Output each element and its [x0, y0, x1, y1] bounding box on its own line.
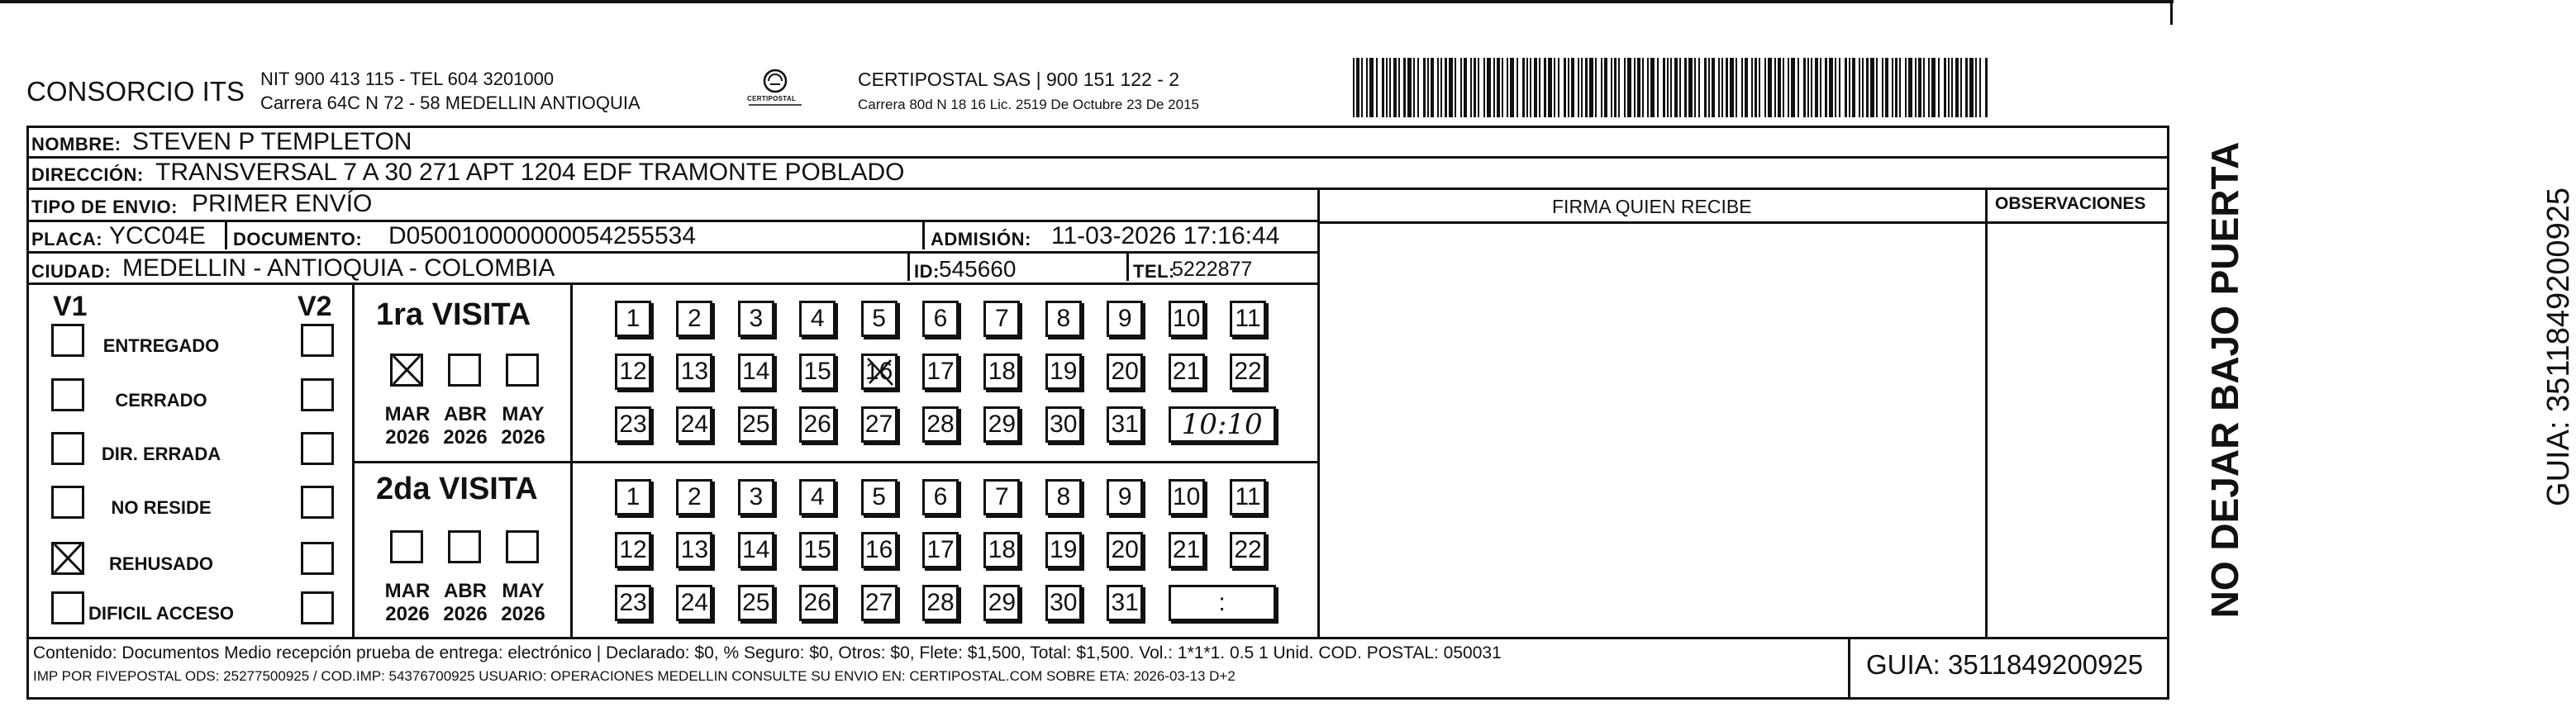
visit1-day-18[interactable]: 18	[983, 354, 1020, 390]
barcode-bar	[1839, 58, 1840, 117]
visit1-day-9[interactable]: 9	[1107, 301, 1143, 337]
month-name: MAY	[502, 580, 545, 602]
barcode-bar	[1721, 58, 1723, 117]
visit1-day-3[interactable]: 3	[738, 301, 774, 337]
barcode-bar	[1905, 58, 1907, 117]
barcode-bar	[1417, 58, 1419, 117]
visit1-day-25[interactable]: 25	[738, 406, 774, 443]
visit2-day-11[interactable]: 11	[1230, 479, 1266, 515]
barcode-bar	[1366, 58, 1368, 117]
barcode-bar	[1815, 58, 1818, 117]
firma-header: FIRMA QUIEN RECIBE	[1552, 196, 1752, 217]
barcode-bar	[1455, 58, 1456, 117]
barcode-bar	[1882, 58, 1883, 117]
visit1-day-19[interactable]: 19	[1045, 354, 1082, 390]
barcode-bar	[1788, 58, 1789, 117]
barcode-bar	[1437, 58, 1439, 117]
carrier-logo-icon	[734, 66, 817, 112]
barcode-bar	[1741, 58, 1743, 117]
footer-guia-divider	[1848, 637, 1850, 699]
carrier-logo-text: CERTIPOSTAL	[747, 95, 797, 102]
barcode-bar	[1944, 58, 1946, 117]
visit1-month-checkbox[interactable]	[448, 354, 481, 387]
visit1-day-31[interactable]: 31	[1107, 406, 1143, 443]
nombre-value: STEVEN P TEMPLETON	[132, 128, 412, 155]
visit2-month-checkbox[interactable]	[390, 530, 423, 563]
documento-value: D050010000000054255534	[388, 222, 697, 249]
visit2-day-4[interactable]: 4	[799, 479, 836, 515]
month-name: MAY	[502, 403, 545, 425]
barcode-bar	[1389, 58, 1391, 117]
barcode-bar	[1614, 58, 1617, 117]
barcode-bar	[1611, 58, 1612, 117]
visit1-day-10[interactable]: 10	[1169, 301, 1205, 337]
visit2-day-27[interactable]: 27	[861, 585, 898, 621]
barcode-bar	[1718, 58, 1720, 117]
barcode-bar	[1849, 58, 1850, 117]
sender-nit: NIT 900 413 115 - TEL 604 3201000	[260, 69, 555, 89]
barcode-bar	[1670, 58, 1672, 117]
footer-line-2: IMP POR FIVEPOSTAL ODS: 25277500925 / COD.IMP: 54376700925 USUARIO: OPERACIONES MEDELLIN CONSULTE SU ENVIO EN: CERTIPOSTAL.COM SOBRE ETA: 2026-03-13 D+2	[33, 668, 1236, 684]
ciudad-label: CIUDAD:	[31, 261, 112, 282]
status-v2-checkbox[interactable]	[301, 432, 334, 465]
row-line-4	[26, 251, 1318, 254]
firma-left-line	[1317, 187, 1320, 637]
visit1-day-4[interactable]: 4	[799, 301, 836, 337]
barcode-bar	[1445, 58, 1447, 117]
visit2-month-checkbox[interactable]	[506, 530, 539, 563]
visit1-day-23[interactable]: 23	[615, 406, 651, 443]
row-line-5	[26, 282, 1318, 285]
barcode-bar	[1745, 58, 1748, 117]
barcode-bar	[1361, 58, 1363, 117]
barcode-bar	[1938, 58, 1940, 117]
month-name: MAR	[384, 580, 431, 602]
footer-guia: GUIA: 3511849200925	[1866, 649, 2144, 680]
barcode-bar	[1820, 58, 1821, 117]
visit2-day-3[interactable]: 3	[738, 479, 774, 515]
barcode-bar	[1708, 58, 1710, 117]
barcode-bar	[1539, 58, 1540, 117]
barcode-bar	[1684, 58, 1687, 117]
barcode-bar	[1679, 58, 1681, 117]
visit1-title: 1ra VISITA	[376, 297, 531, 332]
barcode-bar	[1764, 58, 1766, 117]
visit2-day-5[interactable]: 5	[861, 479, 898, 515]
visit2-day-19[interactable]: 19	[1045, 532, 1082, 568]
barcode-bar	[1885, 58, 1888, 117]
barcode-bar	[1431, 58, 1434, 117]
carrier-name: CERTIPOSTAL SAS | 900 151 122 - 2	[858, 69, 1180, 90]
month-year: 2026	[443, 602, 488, 625]
barcode-bar	[1376, 58, 1378, 117]
barcode-bar	[1564, 58, 1566, 117]
visit2-day-30[interactable]: 30	[1045, 585, 1082, 621]
barcode-bar	[1908, 58, 1912, 117]
visit2-day-6[interactable]: 6	[922, 479, 959, 515]
barcode-bar	[1497, 58, 1500, 117]
barcode-bar	[1899, 58, 1901, 117]
month-year: 2026	[385, 602, 430, 625]
visit2-day-12[interactable]: 12	[615, 532, 651, 568]
barcode-bar	[1624, 58, 1626, 117]
barcode-bar	[1852, 58, 1855, 117]
barcode-bar	[1474, 58, 1476, 117]
id-divider	[907, 253, 910, 281]
status-label: ENTREGADO	[102, 335, 220, 356]
barcode-bar	[1931, 58, 1936, 117]
barcode-bar	[1464, 58, 1467, 117]
direccion-label: DIRECCIÓN:	[31, 164, 144, 185]
visit2-day-16[interactable]: 16	[861, 532, 898, 568]
visit1-month-label	[436, 403, 494, 449]
barcode-bar	[1712, 58, 1715, 117]
barcode-bar	[1487, 58, 1491, 117]
visit1-day-17[interactable]: 17	[922, 354, 959, 390]
visit2-day-18[interactable]: 18	[983, 532, 1020, 568]
visit2-day-9[interactable]: 9	[1107, 479, 1143, 515]
barcode-bar	[1985, 58, 1988, 117]
visit1-day-11[interactable]: 11	[1230, 301, 1266, 337]
status-right-line	[352, 282, 355, 637]
form-right-line	[2167, 126, 2169, 699]
visit2-title: 2da VISITA	[376, 472, 538, 506]
status-label: REHUSADO	[109, 553, 213, 574]
visit1-time-field[interactable]: 10:10	[1169, 406, 1276, 443]
observaciones-left-line	[1985, 187, 1988, 637]
visit1-day-7[interactable]: 7	[983, 301, 1020, 337]
admision-value: 11-03-2026 17:16:44	[1051, 222, 1280, 249]
barcode-bar	[1797, 58, 1799, 117]
barcode-bar	[1517, 58, 1518, 117]
barcode-bar	[1965, 58, 1968, 117]
barcode-bar	[1892, 58, 1893, 117]
status-v2-checkbox[interactable]	[301, 542, 334, 575]
top-right-border	[2170, 0, 2173, 25]
barcode-bar	[1688, 58, 1693, 117]
top-border	[0, 0, 2174, 3]
barcode-bar	[1862, 58, 1864, 117]
barcode-bar	[1768, 58, 1772, 117]
visit1-month-label	[494, 403, 552, 449]
visit2-day-1[interactable]: 1	[615, 479, 651, 515]
barcode-bar	[1449, 58, 1453, 117]
barcode-bar	[1845, 58, 1847, 117]
barcode-bar	[1483, 58, 1485, 117]
visit2-day-25[interactable]: 25	[738, 585, 774, 621]
barcode-bar	[1948, 58, 1950, 117]
barcode-bar	[1759, 58, 1760, 117]
month-year: 2026	[385, 425, 430, 449]
barcode-bar	[1571, 58, 1574, 117]
barcode-bar	[1736, 58, 1737, 117]
visit1-day-27[interactable]: 27	[861, 406, 898, 443]
visit1-day-14[interactable]: 14	[738, 354, 774, 390]
barcode-bar	[1578, 58, 1579, 117]
visit2-day-10[interactable]: 10	[1169, 479, 1205, 515]
barcode-bar	[1774, 58, 1776, 117]
visit1-day-15[interactable]: 15	[799, 354, 836, 390]
ciudad-value: MEDELLIN - ANTIOQUIA - COLOMBIA	[122, 254, 555, 282]
tel-divider	[1126, 253, 1129, 281]
barcode-bar	[1811, 58, 1812, 117]
barcode-bar	[1647, 58, 1649, 117]
placa-label: PLACA:	[31, 229, 103, 249]
barcode-bar	[1493, 58, 1495, 117]
barcode-bar	[1423, 58, 1426, 117]
visit1-day-21[interactable]: 21	[1169, 354, 1205, 390]
barcode-bar	[1674, 58, 1678, 117]
barcode-bar	[1755, 58, 1757, 117]
barcode-bar	[1825, 58, 1827, 117]
barcode-bar	[1876, 58, 1878, 117]
barcode-bar	[1783, 58, 1784, 117]
barcode-bar	[1694, 58, 1696, 117]
barcode-bar	[1650, 58, 1655, 117]
barcode-bar	[1923, 58, 1925, 117]
barcode-bar	[1918, 58, 1921, 117]
placa-value: YCC04E	[109, 222, 206, 249]
visit1-day-16[interactable]: 16	[861, 354, 898, 390]
visit1-month-checkbox[interactable]	[390, 354, 423, 387]
visit1-month-label	[379, 403, 436, 449]
barcode-bar	[1510, 58, 1514, 117]
status-label: CERRADO	[115, 390, 207, 411]
barcode-bar	[1969, 58, 1974, 117]
visit2-day-2[interactable]: 2	[676, 479, 712, 515]
footer-line-1: Contenido: Documentos Medio recepción prueba de entrega: electrónico | Declarado: $0, % Seguro: $0, Otros: $0, Flete: $1,500, Total: $1,500. Vol.: 1*1*1. 0.5 1 Unid. COD. POSTAL: 050031	[33, 643, 1502, 662]
visit1-month-checkbox[interactable]	[506, 354, 539, 387]
barcode-bar	[1807, 58, 1809, 117]
barcode-bar	[1960, 58, 1962, 117]
barcode-bar	[1778, 58, 1781, 117]
visit1-day-22[interactable]: 22	[1230, 354, 1266, 390]
visit1-divider	[570, 282, 573, 637]
status-v2-checkbox[interactable]	[301, 591, 334, 624]
barcode-bar	[1634, 58, 1636, 117]
visit2-time-field[interactable]: :	[1169, 585, 1276, 621]
barcode-bar	[1915, 58, 1917, 117]
visit1-day-29[interactable]: 29	[983, 406, 1020, 443]
barcode-bar	[1427, 58, 1429, 117]
barcode-bar	[1507, 58, 1508, 117]
barcode-bar	[1829, 58, 1833, 117]
status-label: NO RESIDE	[111, 497, 212, 518]
form-bottom-line	[26, 697, 2169, 700]
observaciones-header: OBSERVACIONES	[1995, 194, 2146, 213]
visit1-day-24[interactable]: 24	[676, 406, 712, 443]
visit2-month-label	[379, 580, 436, 625]
month-year: 2026	[501, 425, 545, 449]
barcode-bar	[1407, 58, 1412, 117]
placa-divider	[225, 221, 227, 249]
month-year: 2026	[443, 425, 488, 449]
barcode-bar	[1382, 58, 1384, 117]
barcode-bar	[1353, 58, 1355, 117]
barcode-bar	[1398, 58, 1400, 117]
visit1-day-20[interactable]: 20	[1107, 354, 1143, 390]
barcode-bar	[1642, 58, 1644, 117]
visit1-day-6[interactable]: 6	[922, 301, 959, 337]
v1-header: V1	[53, 291, 88, 322]
barcode-bar	[1470, 58, 1472, 117]
visit1-day-13[interactable]: 13	[676, 354, 712, 390]
barcode-bar	[1604, 58, 1607, 117]
barcode-bar	[1955, 58, 1959, 117]
admision-divider	[922, 221, 925, 249]
barcode-bar	[1568, 58, 1569, 117]
barcode-bar	[1595, 58, 1597, 117]
month-name: ABR	[444, 580, 487, 602]
barcode-bar	[1601, 58, 1602, 117]
barcode-bar	[1803, 58, 1806, 117]
barcode-bar	[1413, 58, 1415, 117]
barcode-bar	[1627, 58, 1631, 117]
tel-value: 5222877	[1172, 258, 1253, 281]
status-v2-checkbox[interactable]	[301, 378, 334, 411]
documento-label: DOCUMENTO:	[233, 229, 363, 249]
visit1-day-5[interactable]: 5	[861, 301, 898, 337]
barcode-bar	[1726, 58, 1728, 117]
barcode-bar	[1386, 58, 1388, 117]
barcode-bar	[1751, 58, 1753, 117]
visit2-day-29[interactable]: 29	[983, 585, 1020, 621]
visit2-day-24[interactable]: 24	[676, 585, 712, 621]
visit1-day-26[interactable]: 26	[799, 406, 836, 443]
visit1-day-28[interactable]: 28	[922, 406, 959, 443]
visit2-day-21[interactable]: 21	[1169, 532, 1205, 568]
barcode-bar	[1558, 58, 1559, 117]
carrier-address: Carrera 80d N 18 16 Lic. 2519 De Octubre 23 De 2015	[858, 97, 1199, 112]
barcode-bar	[1975, 58, 1977, 117]
barcode-bar	[1698, 58, 1700, 117]
barcode-bar	[1637, 58, 1640, 117]
visit2-day-17[interactable]: 17	[922, 532, 959, 568]
barcode-bar	[1393, 58, 1397, 117]
tipo-value: PRIMER ENVÍO	[192, 190, 373, 217]
barcode-bar	[1554, 58, 1555, 117]
barcode-bar	[1530, 58, 1531, 117]
side-guia: GUIA: 3511849200925	[2540, 187, 2576, 506]
visit1-day-8[interactable]: 8	[1045, 301, 1082, 337]
id-value: 545660	[939, 256, 1017, 282]
visit1-day-1[interactable]: 1	[615, 301, 651, 337]
visit2-month-label	[436, 580, 494, 625]
barcode-bar	[1663, 58, 1665, 117]
barcode-bar	[1502, 58, 1503, 117]
barcode-bar	[1585, 58, 1588, 117]
barcode-bar	[1928, 58, 1930, 117]
visit2-day-31[interactable]: 31	[1107, 585, 1143, 621]
admision-label: ADMISIÓN:	[931, 229, 1031, 249]
side-warning: NO DEJAR BAJO PUERTA	[2203, 141, 2246, 619]
barcode-bar	[1730, 58, 1734, 117]
barcode-bar	[1704, 58, 1707, 117]
barcode-bar	[1403, 58, 1406, 117]
barcode-bar	[1870, 58, 1874, 117]
barcode-bar	[1526, 58, 1528, 117]
nombre-label: NOMBRE:	[31, 134, 121, 154]
status-v2-checkbox[interactable]	[301, 486, 334, 519]
month-year: 2026	[501, 602, 545, 625]
barcode-bar	[1979, 58, 1981, 117]
barcode-bar	[1460, 58, 1462, 117]
visit-separator	[352, 461, 1318, 463]
barcode-bar	[1618, 58, 1620, 117]
barcode-bar	[1657, 58, 1659, 117]
status-label: DIR. ERRADA	[101, 444, 221, 464]
header-line-right	[1318, 221, 2169, 224]
status-v2-checkbox[interactable]	[301, 324, 334, 357]
barcode-bar	[1866, 58, 1869, 117]
sender-address: Carrera 64C N 72 - 58 MEDELLIN ANTIOQUIA	[260, 93, 640, 113]
visit2-day-7[interactable]: 7	[983, 479, 1020, 515]
barcode-bar	[1534, 58, 1537, 117]
visit1-day-12[interactable]: 12	[615, 354, 651, 390]
tipo-label: TIPO DE ENVIO:	[31, 197, 178, 217]
day-mark	[861, 354, 898, 390]
barcode-bar	[1356, 58, 1359, 117]
direccion-value: TRANSVERSAL 7 A 30 271 APT 1204 EDF TRAMONTE POBLADO	[155, 159, 905, 186]
barcode-bar	[1895, 58, 1897, 117]
month-name: ABR	[444, 403, 487, 425]
barcode-bar	[1667, 58, 1669, 117]
visit2-day-22[interactable]: 22	[1230, 532, 1266, 568]
v2-header: V2	[298, 291, 332, 322]
barcode-bar	[1859, 58, 1860, 117]
barcode-bar	[1589, 58, 1593, 117]
barcode-bar	[1522, 58, 1525, 117]
visit2-day-20[interactable]: 20	[1107, 532, 1143, 568]
barcode-bar	[1548, 58, 1552, 117]
visit2-day-8[interactable]: 8	[1045, 479, 1082, 515]
visit2-month-checkbox[interactable]	[448, 530, 481, 563]
visit2-day-23[interactable]: 23	[615, 585, 651, 621]
barcode	[1353, 58, 2006, 117]
tel-label: TEL:	[1133, 261, 1175, 282]
status-label: DIFICIL ACCESO	[88, 603, 234, 624]
barcode-bar	[1544, 58, 1546, 117]
barcode-bar	[1369, 58, 1374, 117]
visit1-day-2[interactable]: 2	[676, 301, 712, 337]
visit2-day-28[interactable]: 28	[922, 585, 959, 621]
barcode-bar	[1791, 58, 1795, 117]
month-name: MAR	[384, 403, 431, 425]
visit2-month-label	[494, 580, 552, 625]
id-label: ID:	[914, 261, 940, 282]
visit2-day-26[interactable]: 26	[799, 585, 836, 621]
sender-name: CONSORCIO ITS	[26, 76, 245, 107]
barcode-bar	[1440, 58, 1442, 117]
visit2-day-14[interactable]: 14	[738, 532, 774, 568]
carrier-logo	[734, 66, 817, 112]
barcode-bar	[1835, 58, 1836, 117]
visit1-day-30[interactable]: 30	[1045, 406, 1082, 443]
barcode-bar	[1581, 58, 1583, 117]
barcode-bar	[1478, 58, 1479, 117]
barcode-bar	[1951, 58, 1953, 117]
visit2-day-13[interactable]: 13	[676, 532, 712, 568]
visit2-day-15[interactable]: 15	[799, 532, 836, 568]
